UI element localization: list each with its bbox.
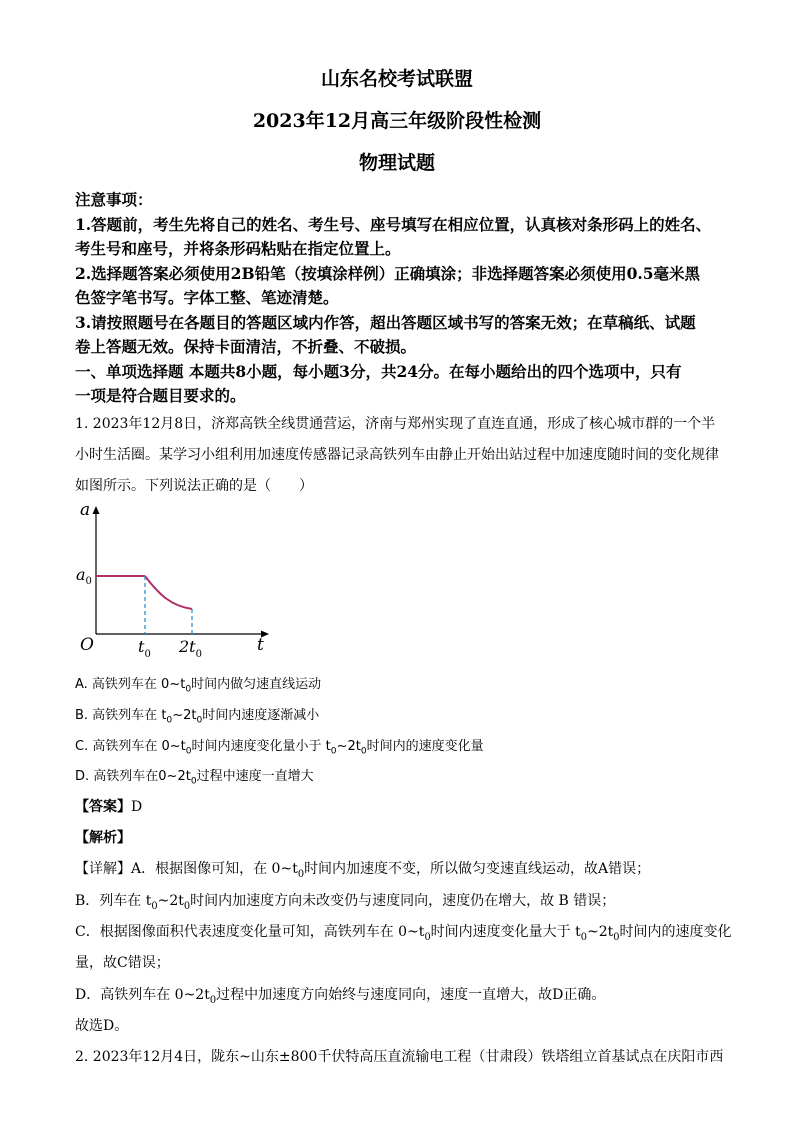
- question-2-line-1: 2. 2023年12月4日，陇东~山东±800千伏特高压直流输电工程（甘肃段）铁塔组立首基试点在庆阳市西: [75, 1049, 724, 1065]
- final-choice: 故选D。: [75, 1018, 129, 1034]
- notice-line-4: 色签字笔书写。字体工整、笔迹清楚。: [75, 288, 339, 307]
- option-a: A. 高铁列车在 $0\sim t_0$时间内做匀速直线运动: [75, 677, 322, 695]
- section-heading-line-1: 一、单项选择题 本题共8小题，每小题3分，共24分。在每小题给出的四个选项中，只有: [75, 362, 682, 381]
- 2t0-tick-label: $2t_0$: [179, 637, 202, 660]
- answer-value: D: [131, 799, 143, 815]
- decreasing-acceleration-curve: [145, 576, 192, 609]
- question-1-line-3: 如图所示。下列说法正确的是（ ）: [75, 478, 313, 494]
- answer-line: [75, 796, 142, 816]
- notice-line-3: 2.选择题答案必须使用2B铅笔（按填涂样例）正确填涂；非选择题答案必须使用0.5毫米黑: [75, 264, 701, 283]
- answer-label: 【答案】: [75, 799, 131, 815]
- origin-label: O: [80, 635, 94, 655]
- option-c: C. 高铁列车在 $0\sim t_0$时间内速度变化量小于 $t_0\sim 2t_0$时间内的速度变化量: [75, 739, 484, 757]
- question-1-line-1: 1. 2023年12月8日，济郑高铁全线贯通营运，济南与郑州实现了直连直通，形成了核心城市群的一个半: [75, 416, 716, 432]
- option-b: B. 高铁列车在 $t_0\sim 2t_0$时间内速度逐渐减小: [75, 708, 320, 726]
- notice-line-1: 1.答题前，考生先将自己的姓名、考生号、座号填写在相应位置，认真核对条形码上的姓名、: [75, 215, 712, 234]
- exam-union-title: 山东名校考试联盟: [320, 68, 473, 90]
- x-axis-label: t: [257, 635, 264, 655]
- notice-line-5: 3.请按照题号在各题目的答题区域内作答，超出答题区域书写的答案无效；在草稿纸、试题: [75, 313, 696, 332]
- exam-session-title: 2023年12月高三年级阶段性检测: [252, 110, 542, 132]
- detail-d: D．高铁列车在 $0\sim 2t_0$过程中加速度方向始终与速度同向，速度一直增大，故D正确。: [75, 987, 606, 1006]
- a0-tick-label: $a_0$: [76, 565, 92, 587]
- detail-b: B．列车在 $t_0\sim 2t_0$时间内加速度方向未改变仍与速度同向，速度仍在增大，故 B 错误；: [75, 893, 616, 912]
- y-axis-arrow: [93, 506, 100, 514]
- detail-c-line-2: 量，故C错误；: [75, 955, 170, 971]
- question-1-line-2: 小时生活圈。某学习小组利用加速度传感器记录高铁列车由静止开始出站过程中加速度随时间的变化规律: [75, 447, 719, 463]
- notice-line-6: 卷上答题无效。保持卡面清洁，不折叠、不破损。: [75, 337, 417, 356]
- section-heading-line-2: 一项是符合题目要求的。: [75, 386, 246, 405]
- y-axis-label: a: [80, 500, 91, 520]
- t0-tick-label: $t_0$: [138, 637, 151, 660]
- acceleration-time-graph: [72, 498, 282, 668]
- option-d: D. 高铁列车在$0\sim 2t_0$过程中速度一直增大: [75, 769, 314, 787]
- detail-c-line-1: C．根据图像面积代表速度变化量可知，高铁列车在 $0\sim t_0$时间内速度变化量大于 $t_0\sim 2t_0$时间内的速度变化: [75, 924, 732, 943]
- notice-heading: 注意事项：: [75, 190, 153, 209]
- notice-line-2: 考生号和座号，并将条形码粘贴在指定位置上。: [75, 239, 401, 258]
- analysis-label: 【解析】: [75, 830, 131, 846]
- detail-a: 【详解】A．根据图像可知，在 $0\sim t_0$时间内加速度不变，所以做匀变速直线运动，故A错误；: [75, 861, 651, 880]
- subject-title: 物理试题: [358, 152, 435, 174]
